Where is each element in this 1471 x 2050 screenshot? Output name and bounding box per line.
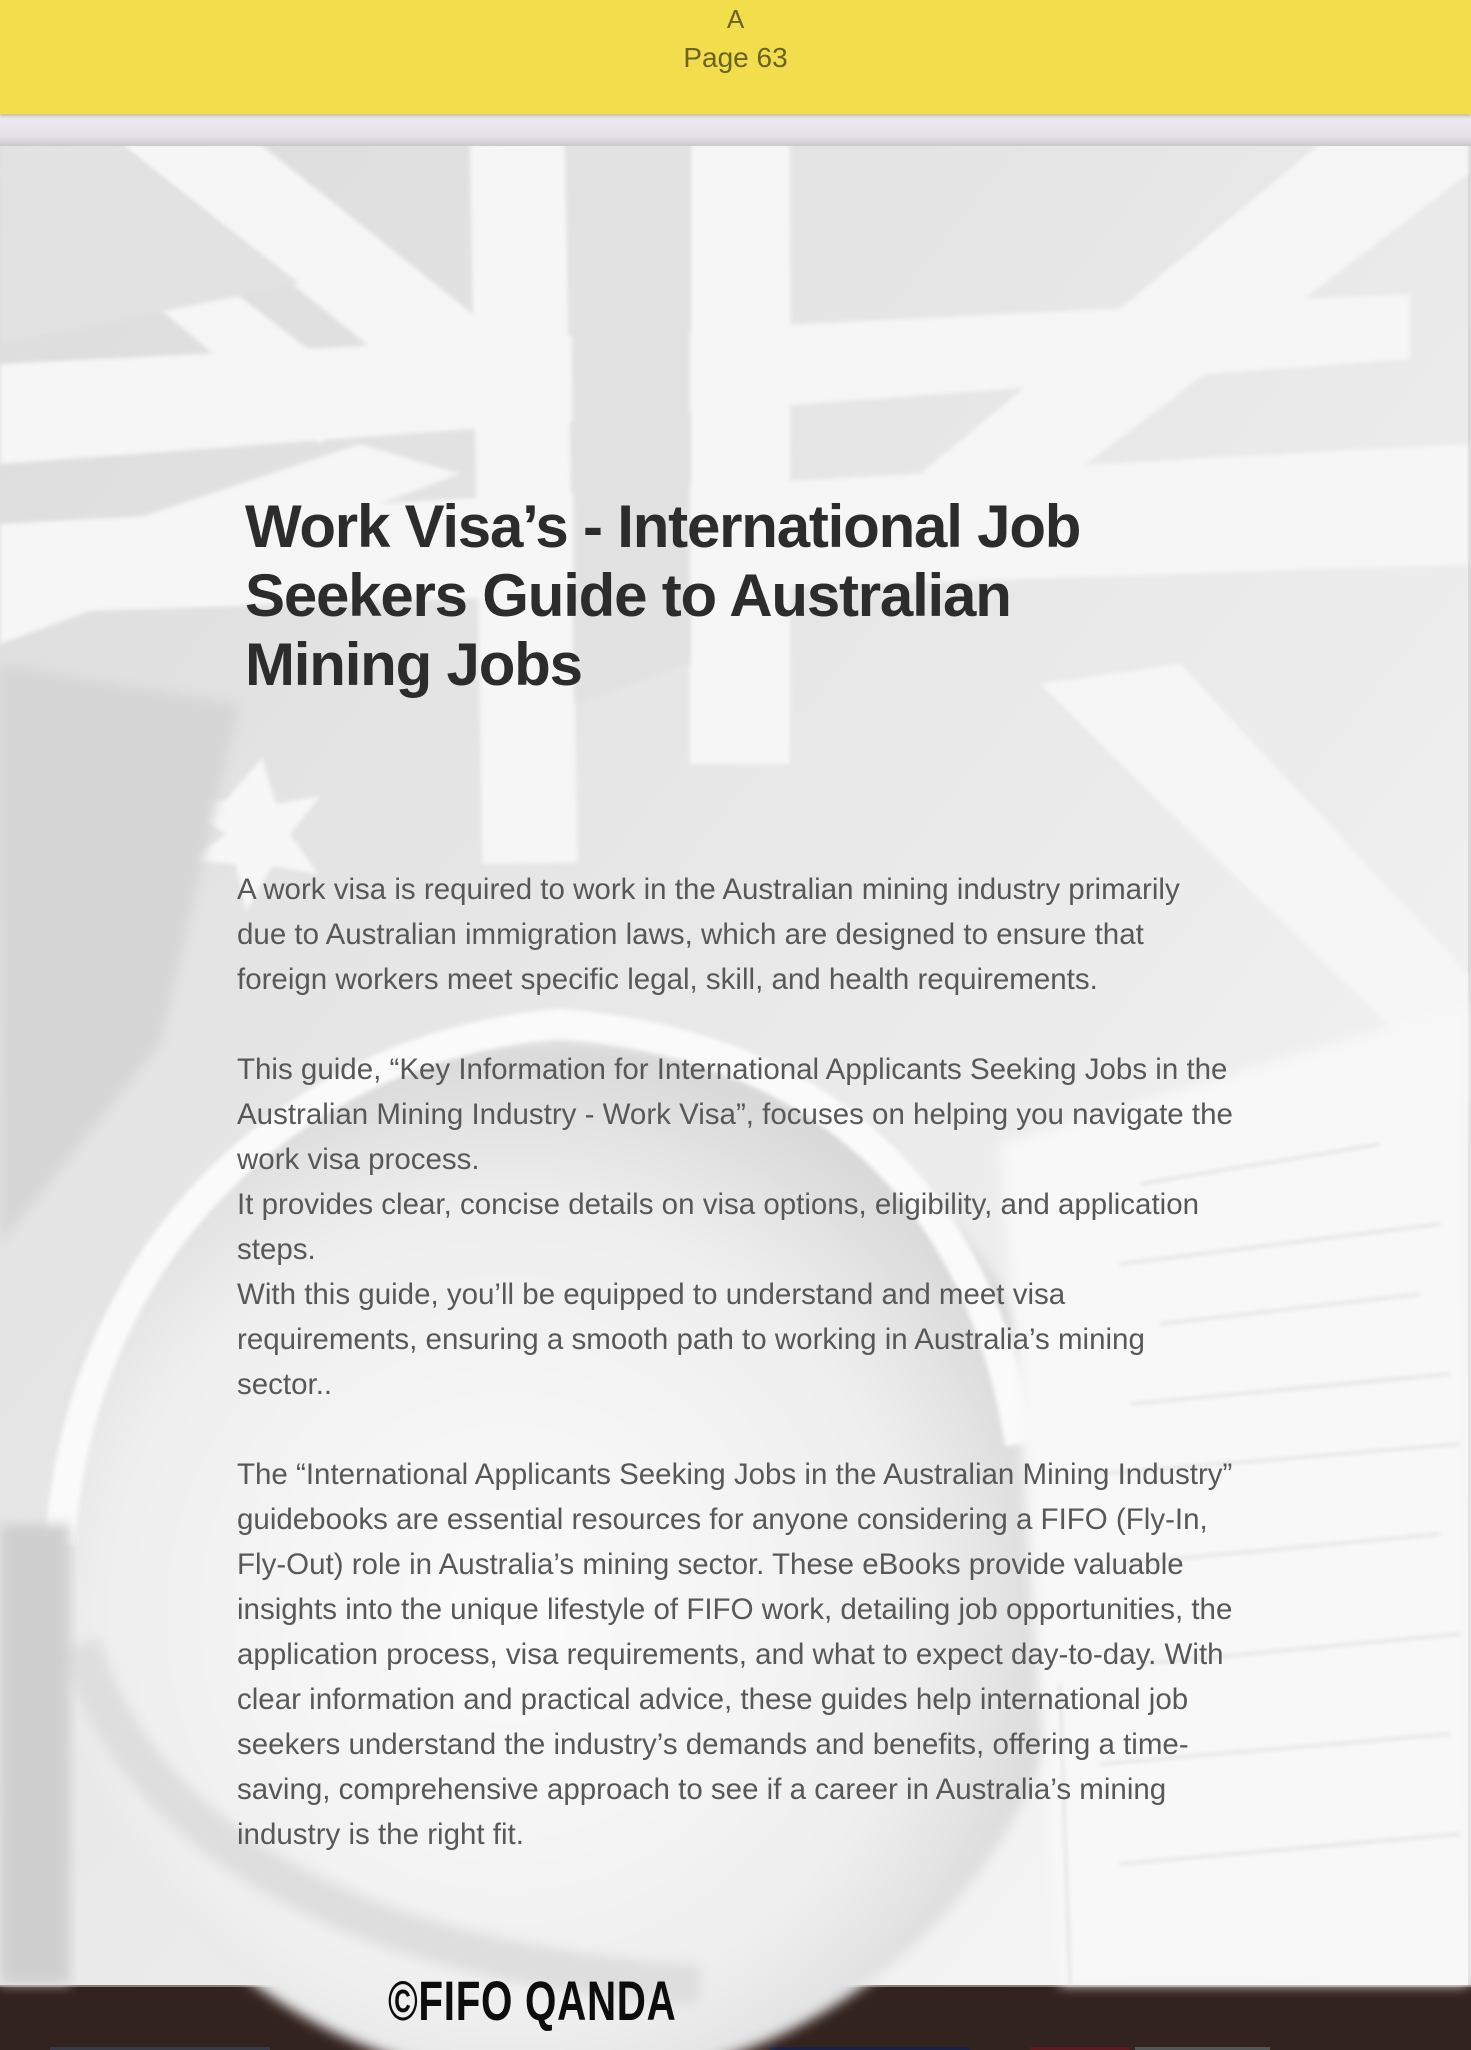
paragraph-guide-details: It provides clear, concise details on visa options, eligibility, and application steps. <box>237 1188 1200 1266</box>
paragraph-intro: A work visa is required to work in the Australian mining industry primarily due to Australian immigration laws, which are designed to ensure that foreign workers meet specific legal, skill, and health requirements. <box>237 873 1180 996</box>
header-divider <box>0 114 1471 146</box>
page-title: Work Visa’s - International Job Seekers Guide to Australian Mining Jobs <box>245 493 1081 698</box>
section-letter: A <box>726 4 745 34</box>
paragraph-guide-outcome: With this guide, you’ll be equipped to understand and meet visa requirements, ensuring a smooth path to working in Australia’s mining sector.. <box>237 1278 1145 1401</box>
body-text <box>237 867 1237 1857</box>
ebook-page <box>0 144 1468 2032</box>
page-number: Page 63 <box>683 42 788 73</box>
paragraph-guide-focus: This guide, “Key Information for International Applicants Seeking Jobs in the Australian Mining Industry - Work Visa”, focuses on helping you navigate the work visa process. <box>237 1053 1233 1176</box>
page-content <box>0 144 1468 2032</box>
paragraph-guidebooks: The “International Applicants Seeking Jobs in the Australian Mining Industry” guidebooks are essential resources for anyone considering a FIFO (Fly-In, Fly-Out) role in Australia’s mining sector. These eBooks provide valuable insights into the unique lifestyle of FIFO work, detailing job opportunities, the application process, visa requirements, and what to expect day-to-day. With clear information and practical advice, these guides help international job seekers understand the industry’s demands and benefits, offering a time-saving, comprehensive approach to see if a career in Australia’s mining industry is the right fit. <box>237 1458 1233 1851</box>
page-header-bar <box>0 0 1471 114</box>
copyright-mark: ©FIFO QANDA <box>388 1969 677 2032</box>
